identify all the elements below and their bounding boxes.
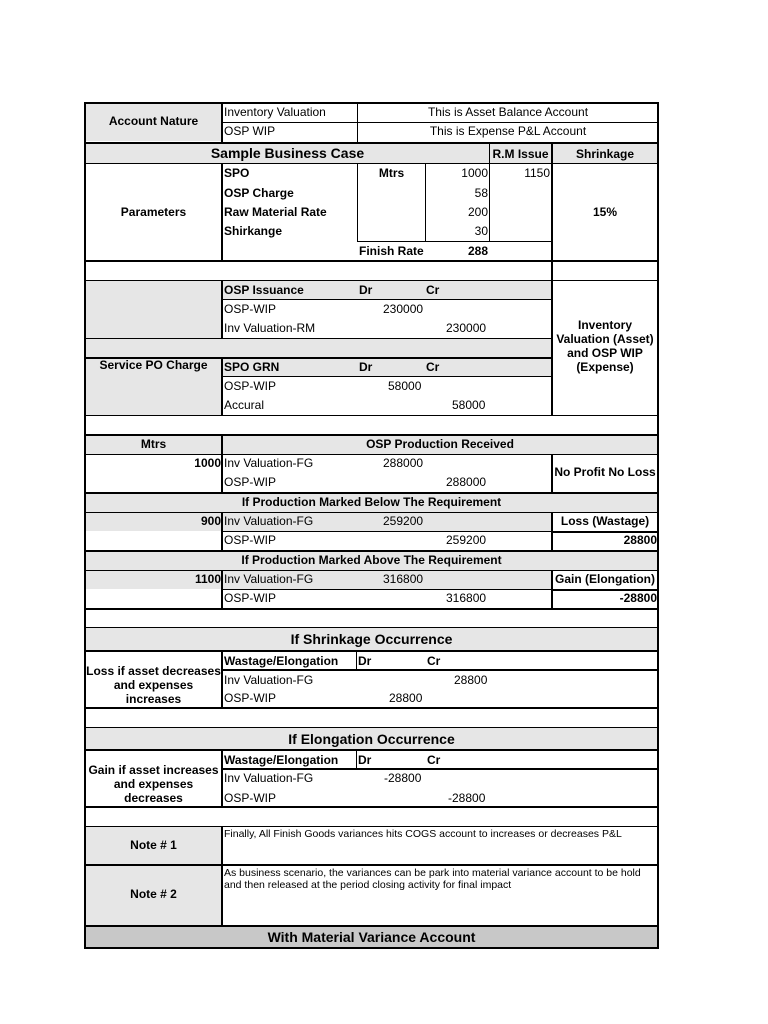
above-requirement-title: If Production Marked Above The Requirement xyxy=(241,553,502,567)
grid-line xyxy=(221,650,223,708)
business-case-title: Sample Business Case xyxy=(210,145,365,161)
prod2-line2: OSP-WIP xyxy=(224,533,277,547)
prod3-line2-cr: 316800 xyxy=(446,591,487,605)
grid-line xyxy=(221,163,223,261)
shrinkage-line1: Inv Valuation-FG xyxy=(224,673,314,687)
grid-line xyxy=(222,376,552,377)
loss-wastage-label: Loss (Wastage) xyxy=(560,514,650,528)
grid-line xyxy=(84,947,659,949)
prod1-line1: Inv Valuation-FG xyxy=(224,456,314,470)
production-title: OSP Production Received xyxy=(366,437,514,451)
grid-line xyxy=(84,826,659,827)
grid-line xyxy=(84,627,659,628)
raw-material-rate-value: 200 xyxy=(467,205,488,219)
inventory-valuation-label: Inventory Valuation xyxy=(224,105,326,119)
mtrs-label: Mtrs xyxy=(378,166,405,180)
grid-line xyxy=(84,280,659,281)
grid-line xyxy=(222,768,659,770)
osp-issuance-cr: Cr xyxy=(426,283,440,297)
shrinkage-occurrence-title: If Shrinkage Occurrence xyxy=(290,631,453,647)
shirkange-value: 30 xyxy=(474,224,488,238)
raw-material-rate-label: Raw Material Rate xyxy=(224,205,327,219)
prod3-line1-dr: 316800 xyxy=(383,572,424,586)
elongation-line1: Inv Valuation-FG xyxy=(224,771,314,785)
grid-line xyxy=(84,415,659,416)
grid-line xyxy=(84,570,659,571)
spacer-fill xyxy=(85,338,552,358)
mtrs-header: Mtrs xyxy=(140,437,167,451)
grid-line xyxy=(84,142,659,144)
grid-line xyxy=(84,454,659,455)
prod1-line1-dr: 288000 xyxy=(383,456,424,470)
grid-line xyxy=(222,589,552,590)
elongation-line1-dr: -28800 xyxy=(384,771,422,785)
shrinkage-dr: Dr xyxy=(358,654,372,668)
mtrs-1100: 1100 xyxy=(194,572,221,586)
prod2-line1-dr: 259200 xyxy=(383,514,424,528)
shrinkage-line2: OSP-WIP xyxy=(224,691,277,705)
spo-grn-line1: OSP-WIP xyxy=(224,379,277,393)
elongation-dr: Dr xyxy=(358,753,372,767)
spo-label: SPO xyxy=(224,166,250,180)
grid-line xyxy=(84,338,552,339)
prod3-line2: OSP-WIP xyxy=(224,591,277,605)
osp-issuance-left-fill xyxy=(85,281,222,338)
grid-line xyxy=(84,512,659,513)
grid-line xyxy=(84,864,659,866)
account-nature-label: Account Nature xyxy=(108,114,199,128)
grid-line xyxy=(357,241,552,242)
finish-rate-value: 288 xyxy=(467,244,488,258)
spo-grn-title: SPO GRN xyxy=(224,360,280,374)
grid-line xyxy=(222,122,658,123)
expense-account-desc: This is Expense P&L Account xyxy=(429,124,587,138)
shrinkage-percent: 15% xyxy=(592,205,618,219)
elongation-gain-label: Gain if asset increases and expenses decreases xyxy=(88,763,219,805)
rm-issue-value: 1150 xyxy=(524,166,550,180)
grid-line xyxy=(84,650,659,652)
no-profit-no-loss: No Profit No Loss xyxy=(554,465,656,479)
grid-line xyxy=(222,299,552,300)
grid-line xyxy=(221,281,223,338)
elongation-line2-cr: -28800 xyxy=(448,791,486,805)
osp-charge-value: 58 xyxy=(474,186,488,200)
osp-wip-label: OSP WIP xyxy=(224,124,276,138)
osp-issuance-line1-dr: 230000 xyxy=(383,302,424,316)
grid-line xyxy=(84,608,659,610)
mtrs-1000: 1000 xyxy=(194,456,221,470)
spo-grn-line1-dr: 58000 xyxy=(388,379,422,393)
prod1-line2-cr: 288000 xyxy=(446,475,487,489)
note2-label: Note # 2 xyxy=(130,887,177,901)
shrinkage-cr: Cr xyxy=(427,654,441,668)
grid-line xyxy=(356,650,357,670)
material-variance-title: With Material Variance Account xyxy=(267,929,476,945)
elongation-occurrence-title: If Elongation Occurrence xyxy=(288,731,455,747)
loss-wastage-value: 28800 xyxy=(623,533,657,547)
grid-line xyxy=(84,163,659,164)
mtrs-900: 900 xyxy=(200,514,221,528)
note2-text: As business scenario, the variances can be park into material variance account to be hold and then released at the period closing activity for final impact xyxy=(224,867,641,891)
elongation-header-label: Wastage/Elongation xyxy=(224,753,339,767)
grid-line xyxy=(221,826,223,926)
grid-line xyxy=(84,492,659,494)
shrinkage-header: Shrinkage xyxy=(575,147,635,161)
spo-value: 1000 xyxy=(461,166,488,180)
osp-issuance-line2: Inv Valuation-RM xyxy=(224,321,316,335)
gain-elongation-label: Gain (Elongation) xyxy=(555,572,655,586)
shrinkage-header-label: Wastage/Elongation xyxy=(224,654,339,668)
grid-line xyxy=(221,749,223,807)
grid-line xyxy=(221,102,223,144)
grid-line xyxy=(84,550,659,552)
inventory-osp-note: Inventory Valuation (Asset) and OSP WIP (Expense) xyxy=(556,318,654,374)
grid-line xyxy=(657,102,659,949)
grid-line xyxy=(222,669,659,671)
prod2-line1: Inv Valuation-FG xyxy=(224,514,314,528)
note1-label: Note # 1 xyxy=(130,838,177,852)
grid-line xyxy=(84,806,659,808)
service-po-label: Service PO Charge xyxy=(99,358,208,372)
shrinkage-loss-label: Loss if asset decreases and expenses increases xyxy=(86,664,221,706)
prod2-line2-cr: 259200 xyxy=(446,533,487,547)
elongation-cr: Cr xyxy=(427,753,441,767)
parameters-label: Parameters xyxy=(120,205,187,219)
grid-line xyxy=(84,434,659,436)
shrinkage-line1-cr: 28800 xyxy=(454,673,488,687)
grid-line xyxy=(221,358,223,415)
grid-line xyxy=(84,707,659,709)
spo-grn-line2-cr: 58000 xyxy=(452,398,486,412)
finish-rate-label: Finish Rate xyxy=(359,244,424,258)
osp-issuance-line1: OSP-WIP xyxy=(224,302,277,316)
grid-line xyxy=(356,749,357,769)
grid-line xyxy=(84,727,659,728)
shirkange-label: Shirkange xyxy=(224,224,283,238)
gain-elongation-value: -28800 xyxy=(619,591,657,605)
prod3-line1: Inv Valuation-FG xyxy=(224,572,314,586)
grid-line xyxy=(222,531,552,532)
osp-issuance-dr: Dr xyxy=(359,283,373,297)
note1-text: Finally, All Finish Goods variances hits COGS account to increases or decreases P&L xyxy=(224,828,622,840)
prod1-line2: OSP-WIP xyxy=(224,475,277,489)
below-requirement-title: If Production Marked Below The Requirement xyxy=(241,495,502,509)
osp-charge-label: OSP Charge xyxy=(224,186,294,200)
grid-line xyxy=(84,749,659,751)
grid-line xyxy=(84,102,659,104)
elongation-line2: OSP-WIP xyxy=(224,791,277,805)
grid-line xyxy=(221,570,223,609)
grid-line xyxy=(221,512,223,551)
osp-issuance-title: OSP Issuance xyxy=(224,283,304,297)
asset-account-desc: This is Asset Balance Account xyxy=(427,105,589,119)
spo-grn-cr: Cr xyxy=(426,360,440,374)
grid-line xyxy=(551,143,553,415)
shrinkage-line2-dr: 28800 xyxy=(389,691,423,705)
grid-line xyxy=(84,925,659,927)
grid-line xyxy=(84,260,659,262)
spo-grn-dr: Dr xyxy=(359,360,373,374)
rm-issue-header: R.M Issue xyxy=(492,147,549,161)
osp-issuance-line2-cr: 230000 xyxy=(446,321,487,335)
spo-grn-line2: Accural xyxy=(224,398,265,412)
